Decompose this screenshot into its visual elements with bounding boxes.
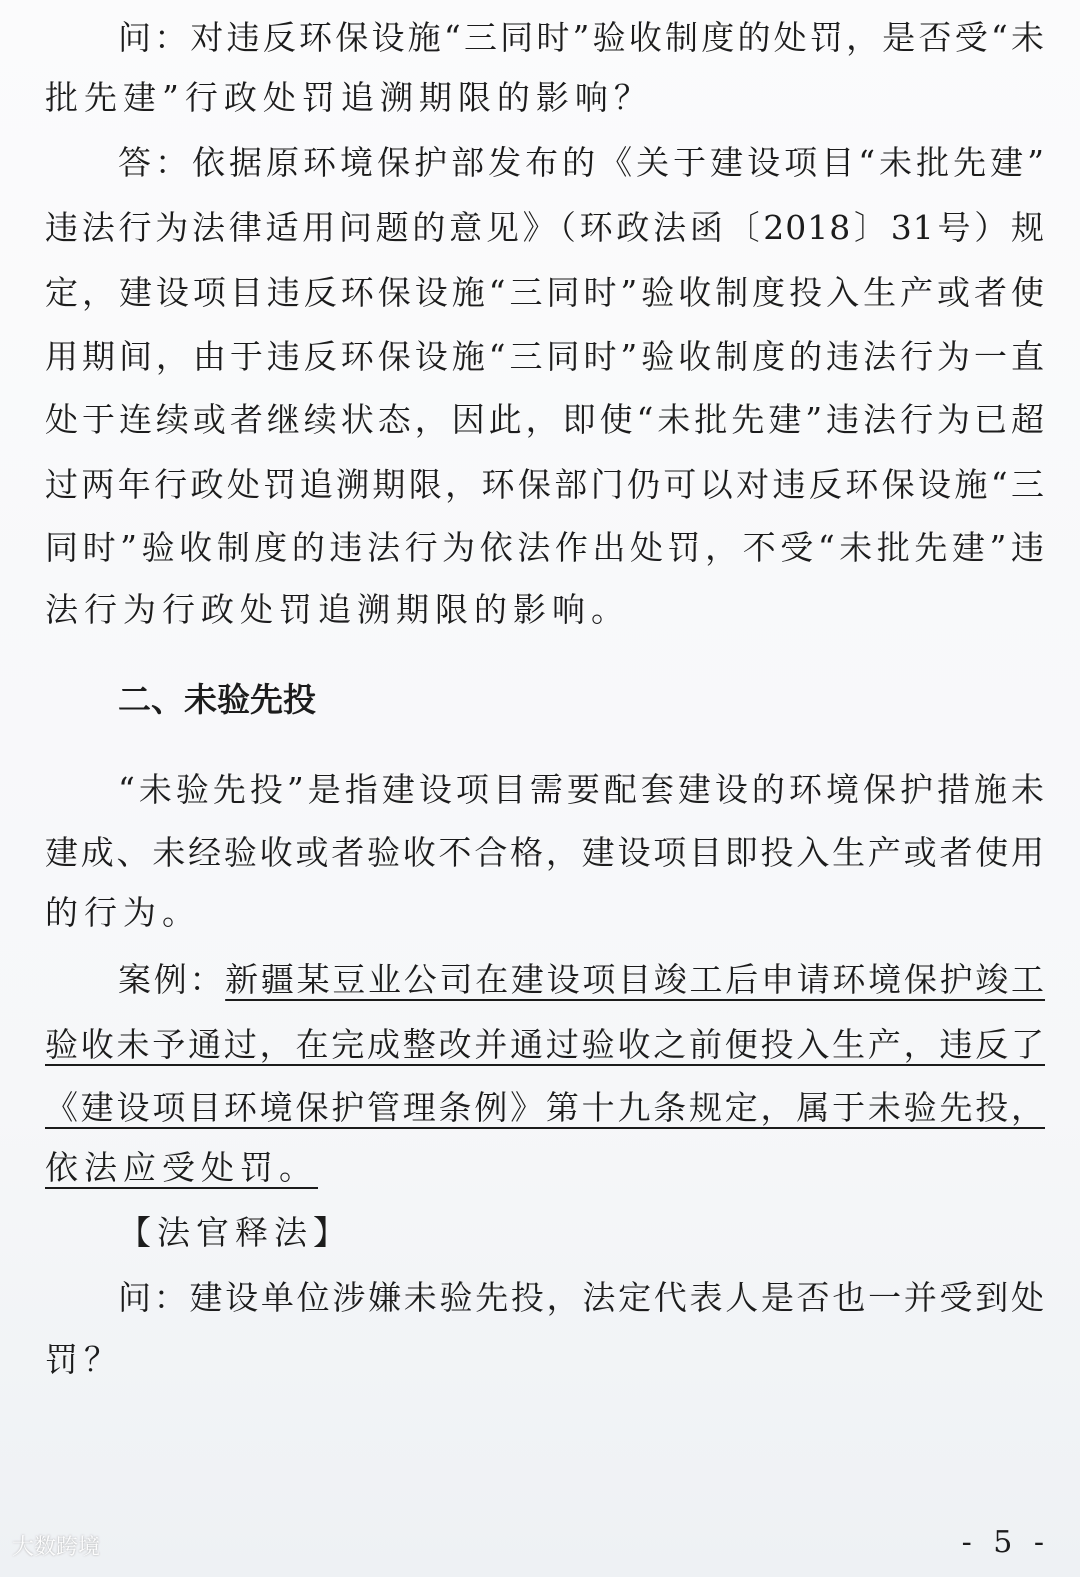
case-underlined-text: 验收未予通过，在完成整改并通过验收之前便投入生产，违反了	[45, 1025, 1045, 1064]
case-line	[118, 955, 1045, 1005]
a1-line: 过两年行政处罚追溯期限，环保部门仍可以对违反环保设施“三	[45, 465, 1045, 504]
a1-line: 同时”验收制度的违法行为依法作出处罚，不受“未批先建”违	[45, 528, 1045, 567]
section-heading: 二、未验先投	[118, 680, 316, 719]
case-underlined-text: 《建设项目环境保护管理条例》第十九条规定，属于未验先投，	[45, 1088, 1045, 1127]
a1-line: 用期间，由于违反环保设施“三同时”验收制度的违法行为一直	[45, 337, 1045, 376]
page-number: - 5 -	[961, 1525, 1050, 1560]
a1-line: 违法行为法律适用问题的意见》（环政法函〔2018〕31号）规	[45, 208, 1045, 247]
q2-line: 罚？	[45, 1340, 123, 1379]
case-label: 案例：	[118, 960, 226, 999]
case-line	[45, 1020, 1045, 1070]
a1-line: 答：依据原环境保护部发布的《关于建设项目“未批先建”	[118, 143, 1045, 182]
a1-line: 处于连续或者继续状态，因此，即使“未批先建”违法行为已超	[45, 400, 1045, 439]
a1-line: 定，建设项目违反环保设施“三同时”验收制度投入生产或者使	[45, 273, 1045, 312]
case-line	[45, 1083, 1045, 1133]
def-line: 建成、未经验收或者验收不合格，建设项目即投入生产或者使用	[45, 833, 1045, 872]
section-label: 【法官释法】	[118, 1213, 352, 1252]
q1-line: 问：对违反环保设施“三同时”验收制度的处罚，是否受“未	[118, 18, 1045, 57]
watermark-logo: 大数跨境	[12, 1535, 101, 1560]
a1-line: 法行为行政处罚追溯期限的影响。	[45, 590, 630, 629]
case-underlined-text: 依法应受处罚。	[45, 1148, 318, 1187]
case-line	[45, 1143, 1045, 1193]
def-line: 的行为。	[45, 893, 201, 932]
def-line: “未验先投”是指建设项目需要配套建设的环境保护措施未	[118, 770, 1045, 809]
case-underlined-text: 新疆某豆业公司在建设项目竣工后申请环境保护竣工	[225, 960, 1046, 999]
q2-line: 问：建设单位涉嫌未验先投，法定代表人是否也一并受到处	[118, 1278, 1045, 1317]
q1-line: 批先建”行政处罚追溯期限的影响？	[45, 78, 653, 117]
